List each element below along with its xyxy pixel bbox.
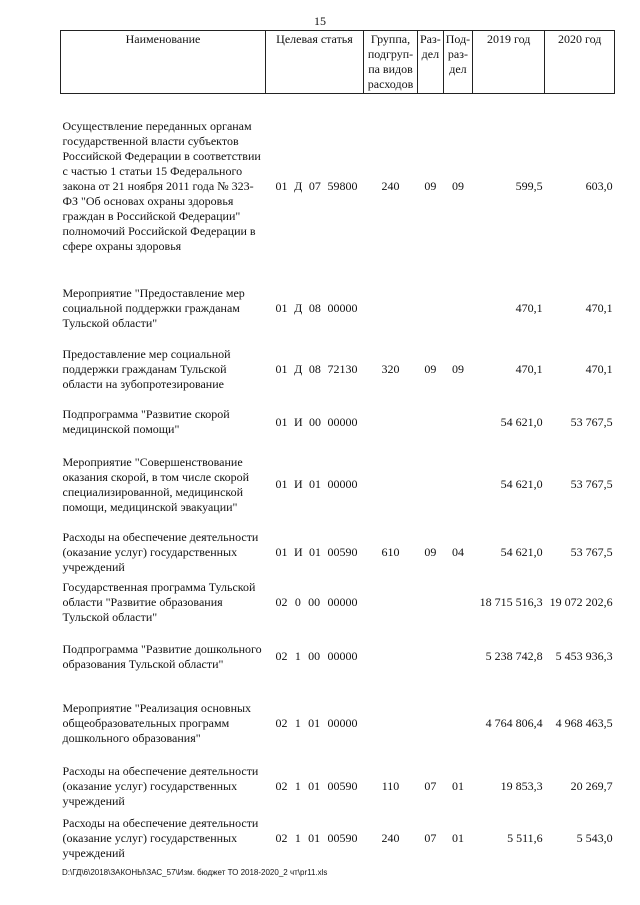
row-section xyxy=(418,279,444,339)
row-group: 240 xyxy=(381,178,400,193)
target-article-direction: 00000 xyxy=(327,716,358,730)
row-name: Государственная программа Тульской области "Развитие образования Тульской области" xyxy=(62,580,256,624)
row-subsection: 04 xyxy=(451,544,464,559)
target-article-direction: 72130 xyxy=(327,362,358,376)
table-row xyxy=(61,444,615,526)
budget-table xyxy=(60,30,615,865)
row-2019: 18 715 516,3 xyxy=(479,595,543,609)
target-article-direction: 00000 xyxy=(327,595,358,609)
target-article-program: 02 xyxy=(275,649,288,663)
target-article-subprogram: 1 xyxy=(294,779,301,793)
row-subsection xyxy=(443,687,472,761)
header-2020: 2020 год xyxy=(545,31,615,94)
row-name: Мероприятие "Предоставление мер социальной поддержки гражданам Тульской области" xyxy=(62,286,245,330)
row-2020: 470,1 xyxy=(585,362,613,376)
row-2019: 5 511,6 xyxy=(507,831,543,845)
row-2020: 603,0 xyxy=(585,178,613,193)
table-row xyxy=(61,401,615,444)
header-group: Группа, подгруп-па видов расходов xyxy=(364,31,418,94)
target-article-event: 00 xyxy=(309,414,322,429)
row-subsection xyxy=(443,444,472,526)
row-subsection xyxy=(443,627,472,687)
row-group: 320 xyxy=(381,362,400,376)
target-article-subprogram: 1 xyxy=(294,831,301,845)
row-2019: 470,1 xyxy=(515,301,543,315)
target-article-event: 08 xyxy=(308,301,321,315)
target-article-event: 00 xyxy=(308,649,321,663)
row-subsection: 01 xyxy=(451,831,464,845)
header-subsection: Под-раз-дел xyxy=(443,31,472,94)
target-article-subprogram: Д xyxy=(294,362,303,376)
row-2020: 5 543,0 xyxy=(576,831,613,845)
target-article-direction: 00000 xyxy=(327,301,358,315)
row-2020: 470,1 xyxy=(585,301,613,315)
target-article-program: 01 xyxy=(275,178,288,193)
row-2019: 470,1 xyxy=(515,362,543,376)
target-article-program: 02 xyxy=(275,831,288,845)
table-header xyxy=(61,31,615,94)
target-article-event: 01 xyxy=(308,779,321,793)
target-article-subprogram: Д xyxy=(294,178,303,193)
row-subsection: 09 xyxy=(451,178,464,193)
table-body xyxy=(61,94,615,865)
row-section xyxy=(418,444,444,526)
row-subsection xyxy=(443,401,472,444)
row-2019: 4 764 806,4 xyxy=(485,716,543,730)
header-target-article: Целевая статья xyxy=(266,31,364,94)
row-2020: 20 269,7 xyxy=(570,779,613,793)
row-target-article xyxy=(266,813,364,865)
header-2019: 2019 год xyxy=(473,31,545,94)
row-section: 07 xyxy=(424,831,437,845)
row-section xyxy=(418,627,444,687)
table-row xyxy=(61,526,615,579)
table-row xyxy=(61,279,615,339)
table-row xyxy=(61,94,615,279)
table-row xyxy=(61,339,615,401)
row-name: Подпрограмма "Развитие скорой медицинской помощи" xyxy=(62,407,230,436)
header-name: Наименование xyxy=(61,31,266,94)
row-target-article xyxy=(266,444,364,526)
row-2020: 5 453 936,3 xyxy=(555,649,613,663)
row-name: Расходы на обеспечение деятельности (оказание услуг) государственных учреждений xyxy=(62,529,259,574)
target-article-event: 01 xyxy=(309,477,322,491)
target-article-event: 08 xyxy=(308,362,321,376)
row-name: Расходы на обеспечение деятельности (оказание услуг) государственных учреждений xyxy=(62,816,259,860)
row-group: 240 xyxy=(381,831,400,845)
row-target-article xyxy=(266,526,364,579)
row-2020: 53 767,5 xyxy=(570,477,613,491)
row-group xyxy=(364,401,418,444)
row-section xyxy=(418,401,444,444)
row-group xyxy=(364,627,418,687)
row-target-article xyxy=(266,94,364,279)
row-subsection xyxy=(443,579,472,627)
table-row xyxy=(61,813,615,865)
target-article-subprogram: 0 xyxy=(294,595,301,609)
target-article-direction: 00000 xyxy=(327,649,358,663)
row-group xyxy=(364,579,418,627)
row-2020: 53 767,5 xyxy=(570,544,613,559)
target-article-direction: 59800 xyxy=(327,178,358,193)
row-target-article xyxy=(266,687,364,761)
target-article-event: 00 xyxy=(308,595,321,609)
target-article-subprogram: 1 xyxy=(294,649,301,663)
target-article-program: 02 xyxy=(275,716,288,730)
row-2019: 19 853,3 xyxy=(500,779,543,793)
target-article-subprogram: Д xyxy=(294,301,303,315)
row-name: Мероприятие "Реализация основных общеобразовательных программ дошкольного образования" xyxy=(62,701,252,745)
row-subsection: 01 xyxy=(451,779,464,793)
row-2019: 599,5 xyxy=(515,178,543,193)
row-group xyxy=(364,444,418,526)
target-article-program: 01 xyxy=(275,544,288,559)
target-article-program: 02 xyxy=(275,779,288,793)
row-group xyxy=(364,279,418,339)
target-article-event: 01 xyxy=(308,831,321,845)
row-section: 09 xyxy=(424,362,437,376)
page-number: 15 xyxy=(314,14,326,28)
target-article-event: 01 xyxy=(309,544,322,559)
row-target-article xyxy=(266,627,364,687)
target-article-program: 01 xyxy=(275,477,288,491)
row-2019: 5 238 742,8 xyxy=(485,649,543,663)
row-name: Мероприятие "Совершенствование оказания скорой, в том числе скорой специализированной, медицинской помощи, медицинской эвакуации" xyxy=(62,454,250,514)
target-article-direction: 00590 xyxy=(327,779,358,793)
row-section: 09 xyxy=(424,178,437,193)
row-2019: 54 621,0 xyxy=(500,477,543,491)
target-article-subprogram: 1 xyxy=(294,716,301,730)
row-2020: 19 072 202,6 xyxy=(549,595,613,609)
row-name: Предоставление мер социальной поддержки гражданам Тульской области на зубопротезирование xyxy=(62,347,231,391)
table-row xyxy=(61,627,615,687)
row-name: Осуществление переданных органам государственной власти субъектов Российской Федерации в соответствии с частью 1 статьи 15 Федерального закона от 21 ноября 2011 года № 323-ФЗ "Об основах охраны здоровья граждан в Российской Федерации" полномочий Российской Федерации в сфере охраны здоровья xyxy=(62,118,261,253)
row-2019: 54 621,0 xyxy=(500,414,543,429)
row-2020: 4 968 463,5 xyxy=(555,716,613,730)
target-article-event: 01 xyxy=(308,716,321,730)
row-section xyxy=(418,579,444,627)
row-section: 09 xyxy=(424,544,437,559)
target-article-direction: 00590 xyxy=(327,544,358,559)
row-subsection xyxy=(443,279,472,339)
row-target-article xyxy=(266,761,364,813)
row-target-article xyxy=(266,279,364,339)
target-article-direction: 00590 xyxy=(327,831,358,845)
table-row xyxy=(61,761,615,813)
target-article-program: 01 xyxy=(275,301,288,315)
table-row xyxy=(61,687,615,761)
target-article-direction: 00000 xyxy=(327,414,358,429)
table-row xyxy=(61,579,615,627)
row-subsection: 09 xyxy=(451,362,464,376)
target-article-program: 02 xyxy=(275,595,288,609)
target-article-subprogram: И xyxy=(293,544,303,559)
row-2020: 53 767,5 xyxy=(570,414,613,429)
row-group: 110 xyxy=(381,779,400,793)
row-target-article xyxy=(266,339,364,401)
row-target-article xyxy=(266,401,364,444)
row-target-article xyxy=(266,579,364,627)
row-section: 07 xyxy=(424,779,437,793)
file-path-footer: D:\ГД\6\2018\ЗАКОНЫ\ЗАС_57\Изм. бюджет ТО 2018-2020_2 чт\pr11.xls xyxy=(62,868,328,877)
row-group: 610 xyxy=(381,544,400,559)
target-article-program: 01 xyxy=(275,414,288,429)
row-name: Подпрограмма "Развитие дошкольного образования Тульской области" xyxy=(62,641,262,671)
header-section: Раз-дел xyxy=(418,31,444,94)
target-article-event: 07 xyxy=(308,178,321,193)
row-section xyxy=(418,687,444,761)
row-group xyxy=(364,687,418,761)
target-article-subprogram: И xyxy=(293,414,303,429)
target-article-direction: 00000 xyxy=(327,477,358,491)
row-2019: 54 621,0 xyxy=(500,544,543,559)
target-article-program: 01 xyxy=(275,362,288,376)
target-article-subprogram: И xyxy=(293,477,303,491)
row-name: Расходы на обеспечение деятельности (оказание услуг) государственных учреждений xyxy=(62,764,259,808)
